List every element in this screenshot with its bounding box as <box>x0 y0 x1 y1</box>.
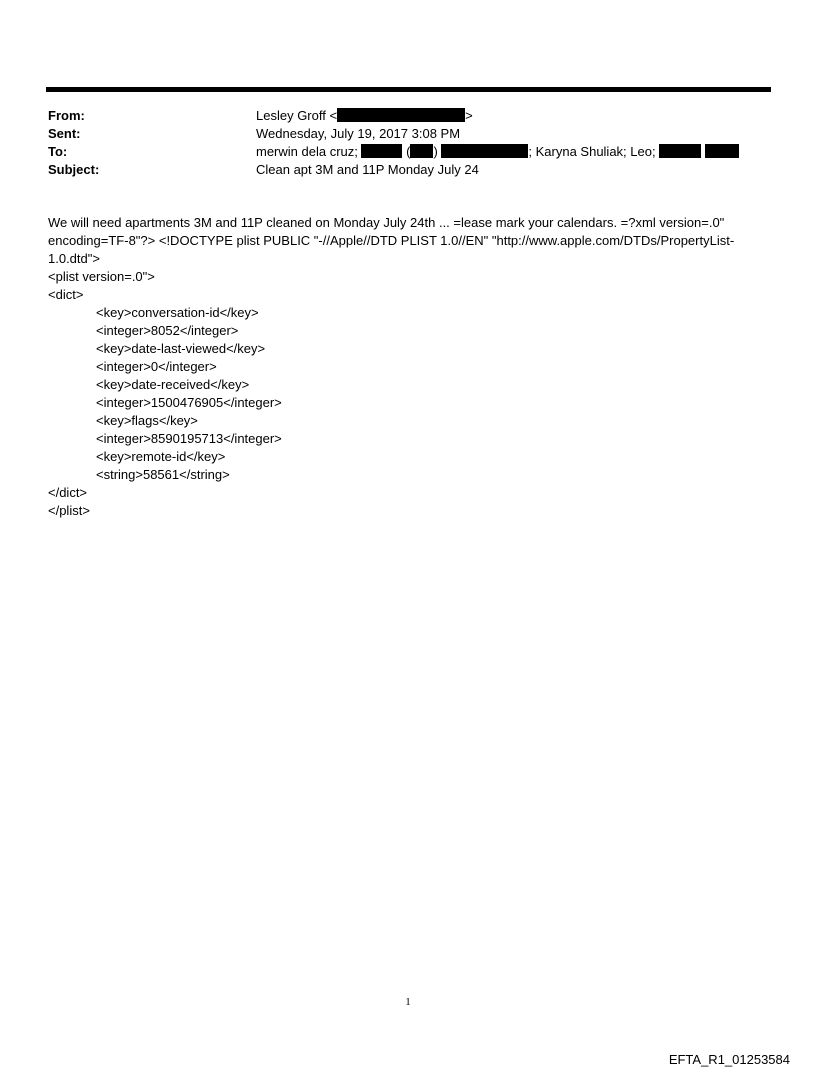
xml-line: <key>conversation-id</key> <box>96 305 259 320</box>
sent-value: Wednesday, July 19, 2017 3:08 PM <box>256 126 461 141</box>
xml-line: <integer>8052</integer> <box>96 323 239 338</box>
xml-line: <key>remote-id</key> <box>96 449 226 464</box>
header-rule <box>46 87 771 92</box>
subject-value: Clean apt 3M and 11P Monday July 24 <box>256 162 479 177</box>
page-number: 1 <box>405 996 411 1008</box>
to-text-close-paren: ) <box>433 144 442 159</box>
subject-label: Subject: <box>48 162 100 177</box>
from-label: From: <box>48 108 85 123</box>
from-close: > <box>465 108 473 123</box>
redaction-box <box>361 144 402 158</box>
xml-line: <key>flags</key> <box>96 413 198 428</box>
xml-line: <key>date-last-viewed</key> <box>96 341 266 356</box>
from-value <box>256 107 473 125</box>
xml-line: </dict> <box>48 485 88 500</box>
redaction-box <box>659 144 701 158</box>
to-recipients-2: ; Karyna Shuliak; Leo; <box>528 144 660 159</box>
subject-row <box>48 161 773 179</box>
xml-line: <integer>8590195713</integer> <box>96 431 282 446</box>
xml-line: <key>date-received</key> <box>96 377 250 392</box>
xml-line: <integer>0</integer> <box>96 359 217 374</box>
sent-row <box>48 125 773 143</box>
to-label: To: <box>48 144 68 159</box>
body-paragraph: We will need apartments 3M and 11P cleaned on Monday July 24th ... =lease mark your calendars. =?xml version=.0" encoding=TF-8"?> <!DOCTYPE plist PUBLIC "-//Apple//DTD PLIST 1.0//EN" "http://www.apple.com/DTDs/PropertyList-1.0.dtd"> <box>48 215 735 266</box>
xml-line: <string>58561</string> <box>96 467 230 482</box>
email-header <box>48 107 773 179</box>
xml-line: <plist version=.0"> <box>48 269 155 284</box>
to-text-open-paren: ( <box>402 144 411 159</box>
document-id: EFTA_R1_01253584 <box>668 1052 790 1067</box>
xml-line: </plist> <box>48 503 90 518</box>
from-row <box>48 107 773 125</box>
to-row <box>48 143 773 161</box>
redaction-box <box>705 144 739 158</box>
to-value <box>256 143 739 161</box>
xml-line: <integer>1500476905</integer> <box>96 395 282 410</box>
sent-label: Sent: <box>48 126 81 141</box>
email-body <box>48 214 760 520</box>
from-name: Lesley Groff < <box>256 108 338 123</box>
redaction-box <box>441 144 528 158</box>
to-recipient-1: merwin dela cruz; <box>256 144 362 159</box>
xml-line: <dict> <box>48 287 84 302</box>
redaction-box <box>337 108 465 122</box>
redaction-box <box>410 144 433 158</box>
